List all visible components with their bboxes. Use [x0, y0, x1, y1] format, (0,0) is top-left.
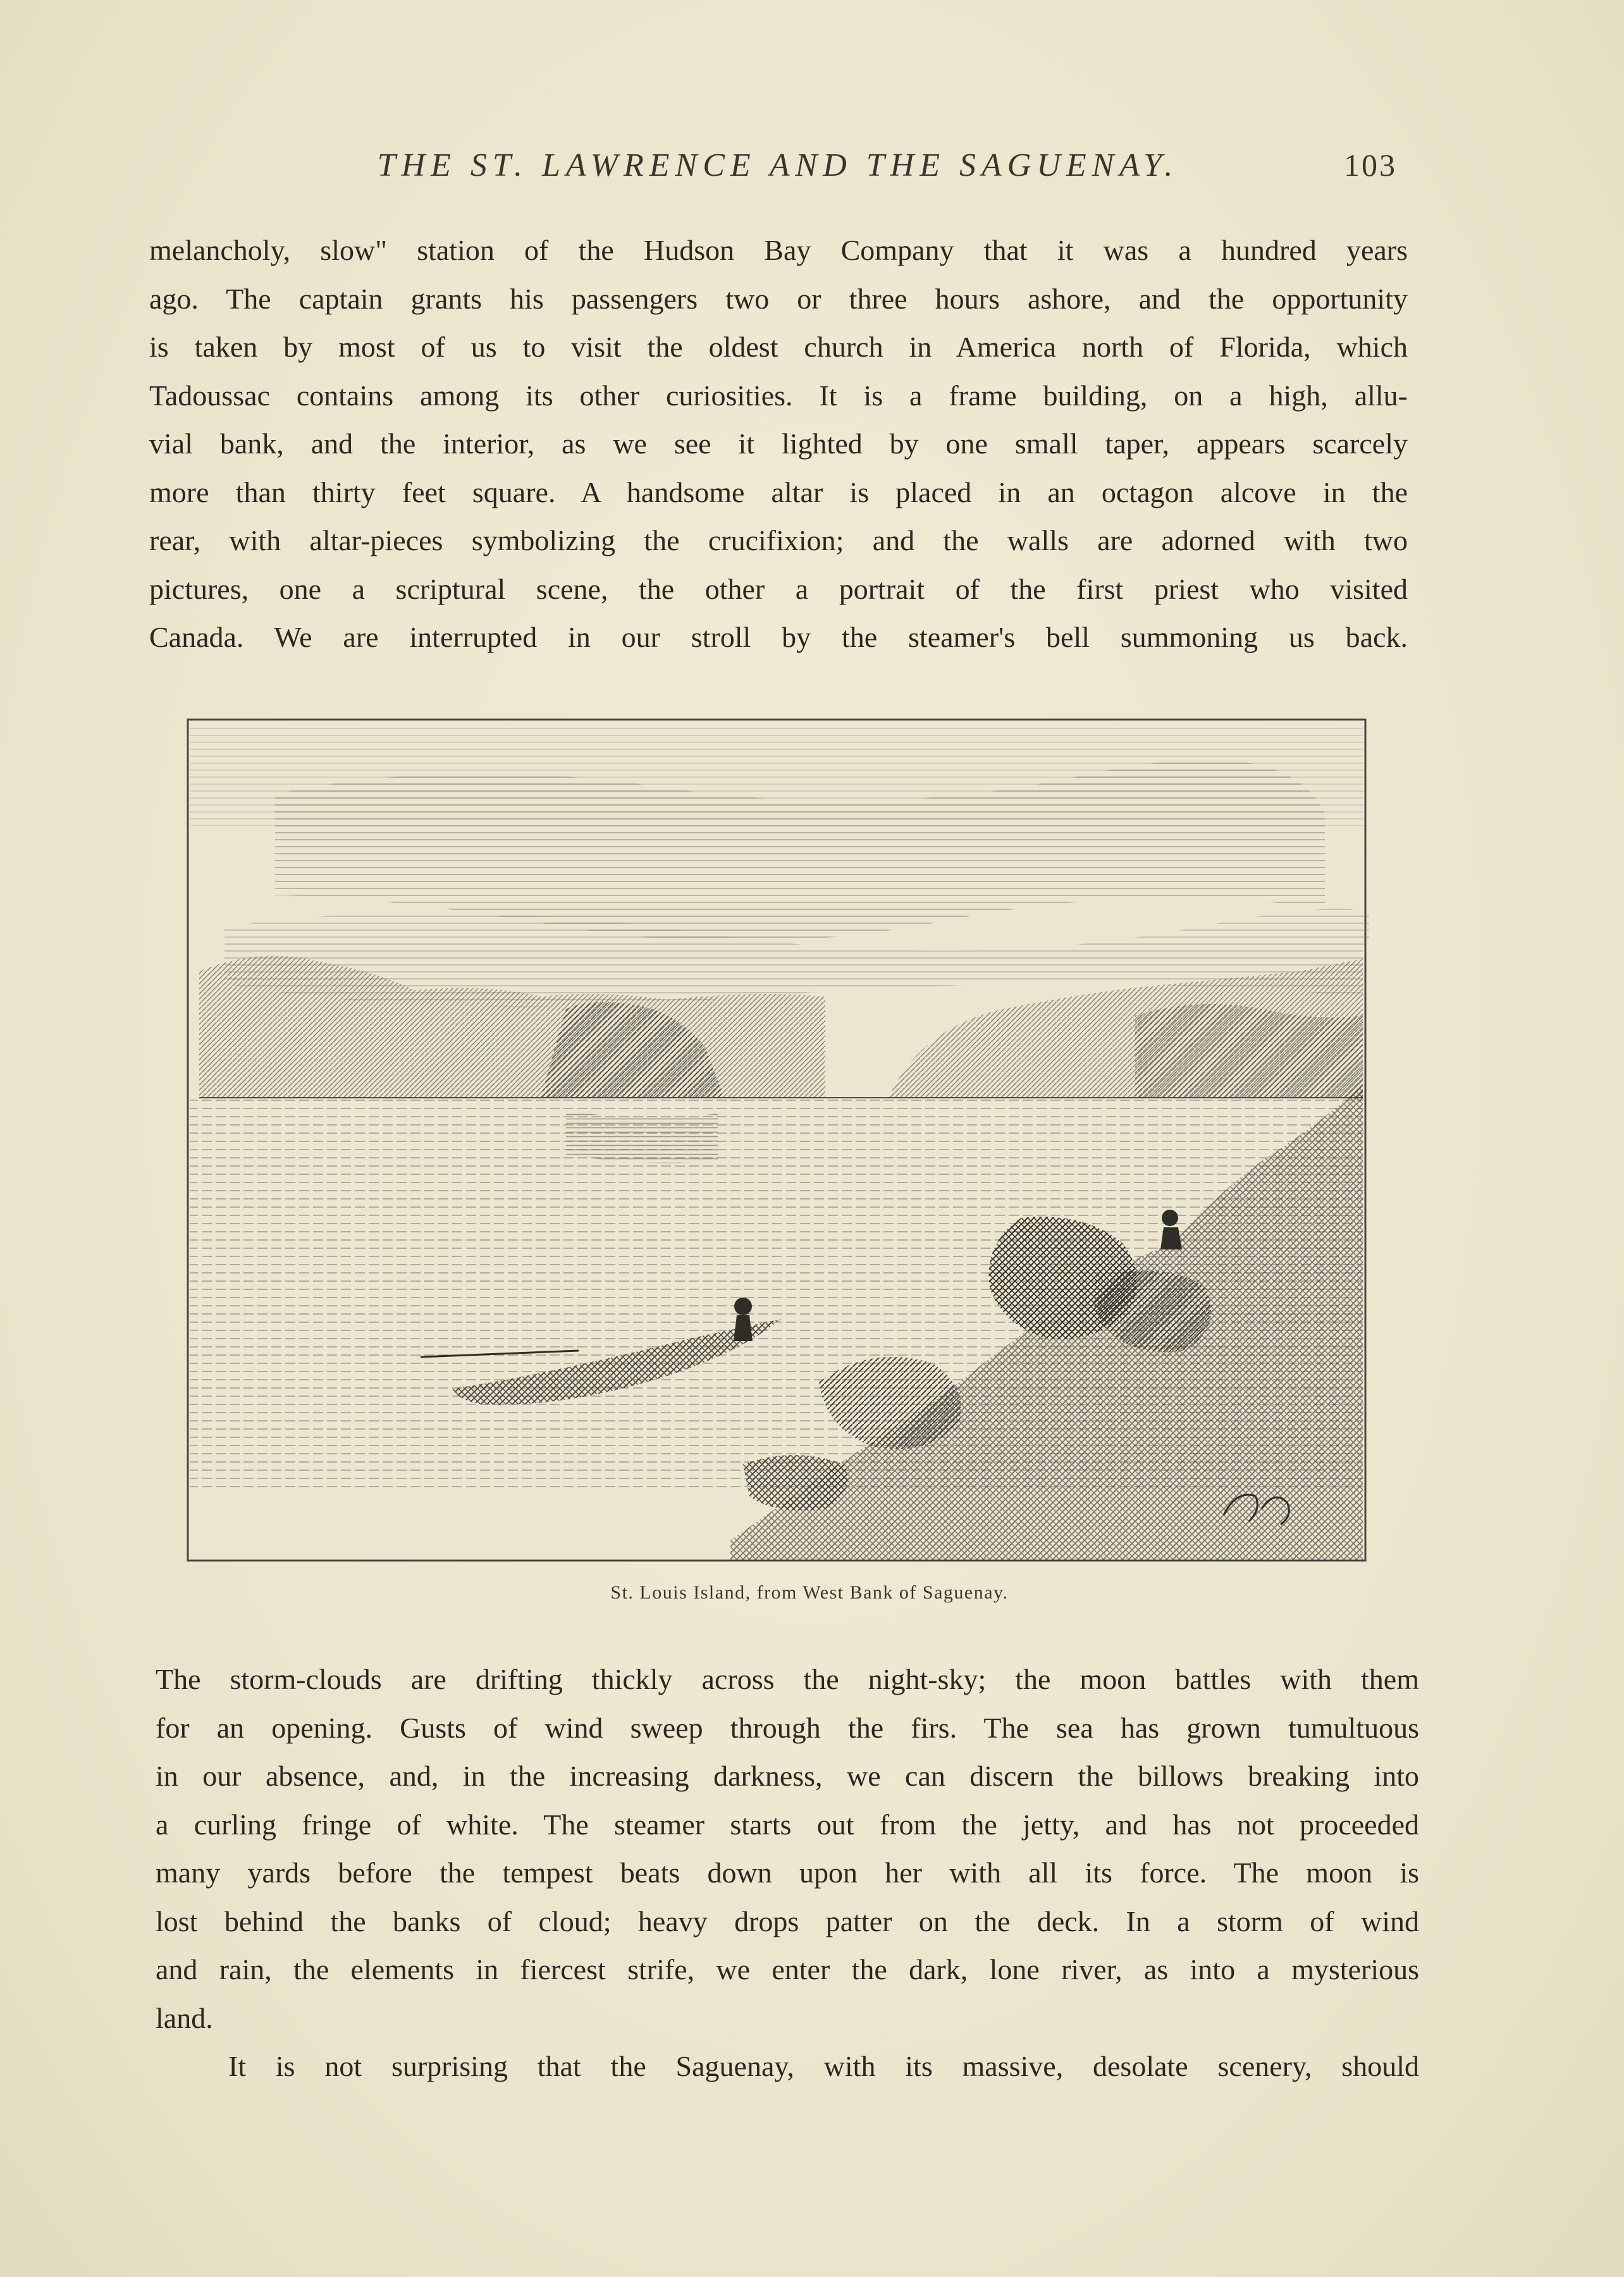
paragraph-top [149, 226, 1408, 662]
text-line: vial bank, and the interior, as we see it lighted by one small taper, appears scarcely [149, 427, 1408, 460]
text-line: The storm-clouds are drifting thickly across the night-sky; the moon battles with them [156, 1663, 1419, 1695]
text-line: more than thirty feet square. A handsome altar is placed in an octagon alcove in the [149, 476, 1408, 508]
text-line: in our absence, and, in the increasing darkness, we can discern the billows breaking into [156, 1760, 1419, 1792]
text-line: is taken by most of us to visit the oldest church in America north of Florida, which [149, 331, 1408, 363]
text-line: a curling fringe of white. The steamer starts out from the jetty, and has not proceeded [156, 1808, 1419, 1841]
text-line: ago. The captain grants his passengers two or three hours ashore, and the opportunity [149, 282, 1408, 315]
text-line: Tadoussac contains among its other curiosities. It is a frame building, on a high, allu- [149, 379, 1408, 412]
text-line: lost behind the banks of cloud; heavy drops patter on the deck. In a storm of wind [156, 1905, 1419, 1937]
running-title: THE ST. LAWRENCE AND THE SAGUENAY. [377, 147, 1179, 183]
paragraph-bottom [156, 1655, 1419, 2091]
text-line: for an opening. Gusts of wind sweep through the firs. The sea has grown tumultuous [156, 1711, 1419, 1744]
text-line: pictures, one a scriptural scene, the other a portrait of the first priest who visited [149, 572, 1408, 605]
text-line: melancholy, slow" station of the Hudson Bay Company that it was a hundred years [149, 234, 1408, 266]
illustration-caption: St. Louis Island, from West Bank of Saguenay. [610, 1582, 1009, 1603]
text-line: many yards before the tempest beats down upon her with all its force. The moon is [156, 1857, 1419, 1889]
text-line: land. [156, 2001, 213, 2034]
text-line: and rain, the elements in fiercest strife, we enter the dark, lone river, as into a mysterious [156, 1953, 1419, 1985]
page-number: 103 [1344, 147, 1397, 183]
text-line: rear, with altar-pieces symbolizing the crucifixion; and the walls are adorned with two [149, 524, 1408, 556]
text-line: Canada. We are interrupted in our stroll by the steamer's bell summoning us back. [149, 621, 1408, 653]
text-line: It is not surprising that the Saguenay, with its massive, desolate scenery, should [228, 2050, 1419, 2082]
engraving-st-louis-island [187, 718, 1369, 1564]
